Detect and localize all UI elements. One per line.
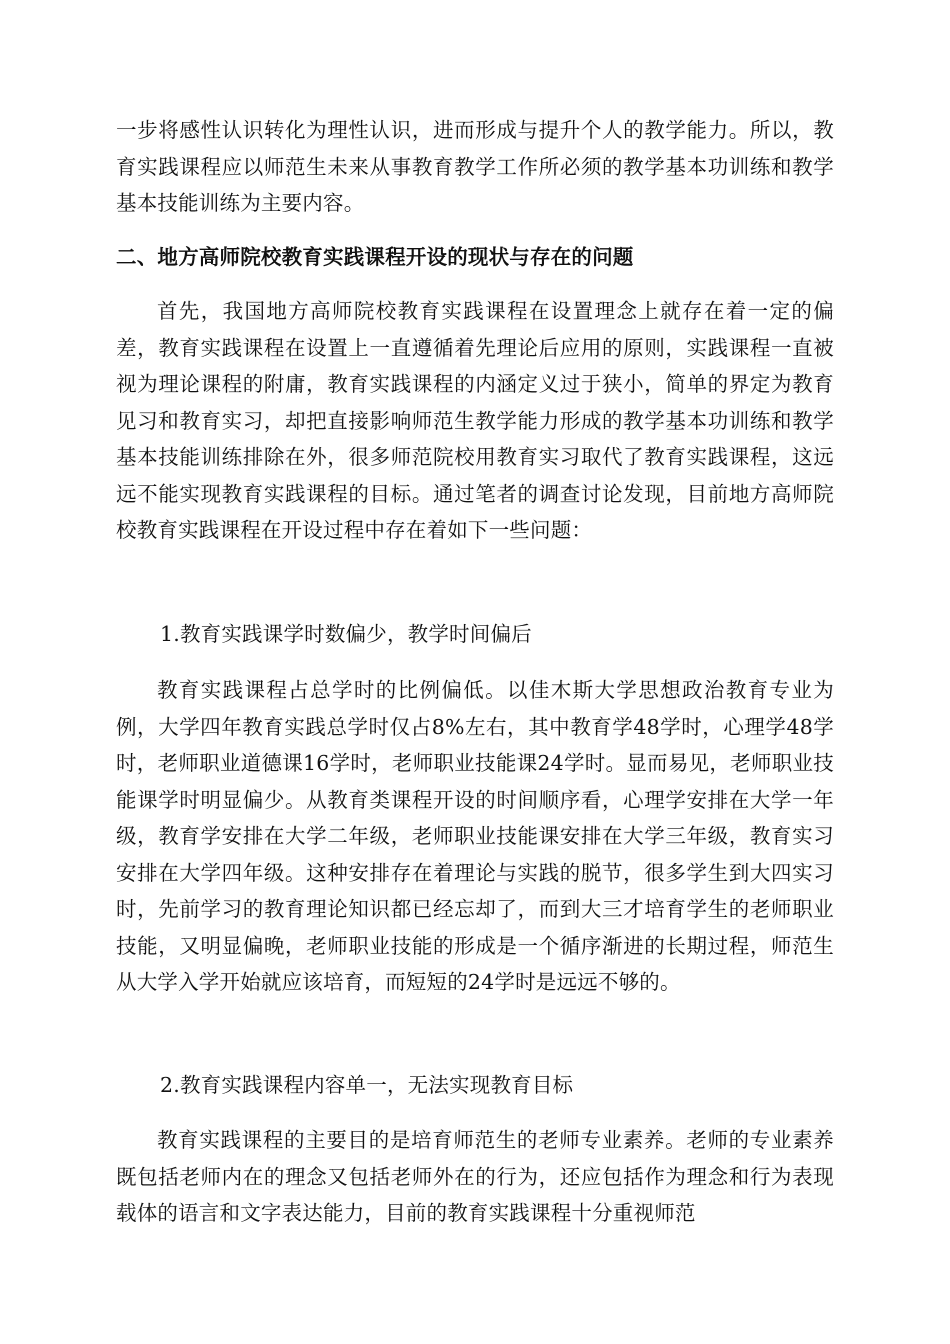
subheading-1: 1.教育实践课学时数偏少，教学时间偏后 bbox=[160, 622, 532, 646]
paragraph-first-problem-overview: 首先，我国地方高师院校教育实践课程在设置理念上就存在着一定的偏差，教育实践课程在设置上一直遵循着先理论后应用的原则，实践课程一直被视为理论课程的附庸，教育实践课程的内涵定义过于狭小，简单的界定为教育见习和教育实习，却把直接影响师范生教学能力形成的教学基本功训练和教学基本技能训练排除在外，很多师范院校用教育实习取代了教育实践课程，这远远不能实现教育实践课程的目标。通过笔者的调查讨论发现，目前地方高师院校教育实践课程在开设过程中存在着如下一些问题： bbox=[116, 299, 834, 542]
subheading-2: 2.教育实践课程内容单一，无法实现教育目标 bbox=[160, 1073, 574, 1097]
paragraph-content-single: 教育实践课程的主要目的是培育师范生的老师专业素养。老师的专业素养既包括老师内在的理念又包括老师外在的行为，还应包括作为理念和行为表现载体的语言和文字表达能力，目前的教育实践课程十分重视师范 bbox=[116, 1128, 834, 1225]
paragraph-hours-detail: 教育实践课程占总学时的比例偏低。以佳木斯大学思想政治教育专业为例，大学四年教育实践总学时仅占8%左右，其中教育学48学时，心理学48学时，老师职业道德课16学时，老师职业技能课24学时。显而易见，老师职业技能课学时明显偏少。从教育类课程开设的时间顺序看，心理学安排在大学一年级，教育学安排在大学二年级，老师职业技能课安排在大学三年级，教育实习安排在大学四年级。这种安排存在着理论与实践的脱节，很多学生到大四实习时，先前学习的教育理论知识都已经忘却了，而到大三才培育学生的老师职业技能，又明显偏晚，老师职业技能的形成是一个循序渐进的长期过程，师范生从大学入学开始就应该培育，而短短的24学时是远远不够的。 bbox=[116, 678, 834, 994]
section-heading: 二、地方高师院校教育实践课程开设的现状与存在的问题 bbox=[116, 245, 634, 269]
paragraph-intro-continuation: 一步将感性认识转化为理性认识，进而形成与提升个人的教学能力。所以，教育实践课程应以师范生未来从事教育教学工作所必须的教学基本功训练和教学基本技能训练为主要内容。 bbox=[116, 118, 834, 215]
